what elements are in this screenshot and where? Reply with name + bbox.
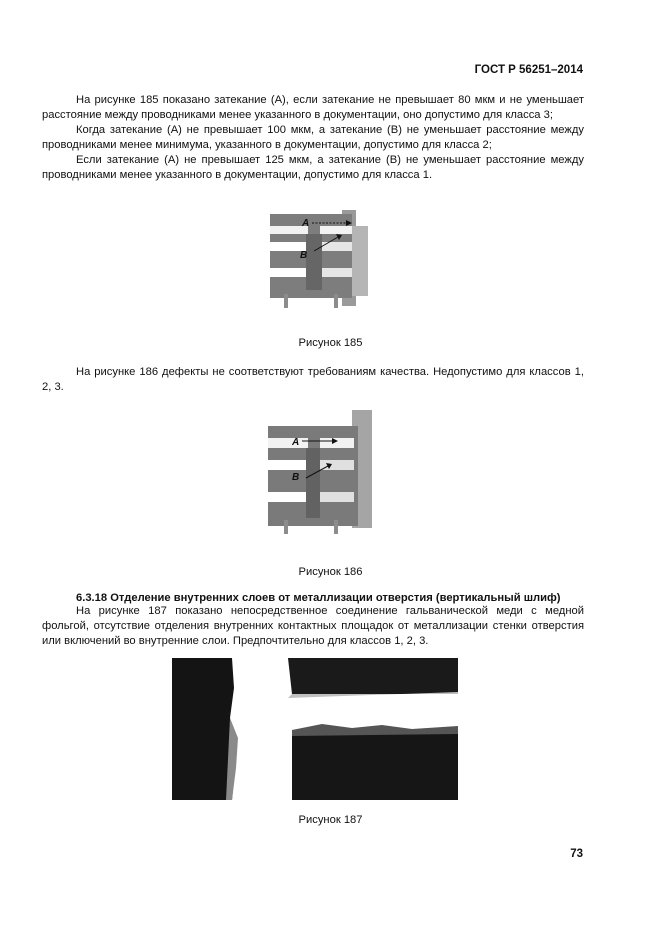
figure-186-label-b: B [292,472,300,483]
paragraph-block-2 [42,365,584,395]
figure-186-image [262,408,388,536]
document-header: ГОСТ Р 56251–2014 [474,64,583,76]
page-number: 73 [570,848,583,860]
figure-186-label-a: A [292,437,300,448]
paragraph: Когда затекание (A) не превышает 100 мкм, а затекание (B) не уменьшает расстояние между проводниками менее минимума, указанного в документации, допустимо для класса 2; [42,124,584,151]
section-heading: 6.3.18 Отделение внутренних слоев от металлизации отверстия (вертикальный шлиф) [76,592,561,604]
figure-187-image [172,658,458,800]
paragraph: На рисунке 185 показано затекание (A), если затекание не превышает 80 мкм и не уменьшает расстояние между проводниками менее указанного в документации, оно допустимо для класса 3; [42,94,584,121]
paragraph: Если затекание (A) не превышает 125 мкм, а затекание (B) не уменьшает расстояние между проводниками менее указанного в документации, допустимо для класса 1. [42,154,584,181]
paragraph: На рисунке 187 показано непосредственное соединение гальванической меди с медной фольгой, отсутствие отделения внутренних контактных площадок от металлизации стенки отверстия или включений во внутренние слои. Предпочтительно для классов 1, 2, 3. [42,605,584,647]
figure-186-caption: Рисунок 186 [298,566,363,578]
paragraph: На рисунке 186 дефекты не соответствуют требованиям качества. Недопустимо для классов 1, 2, 3. [42,366,584,393]
figure-185-image [264,206,382,310]
figure-185-caption: Рисунок 185 [298,337,363,349]
figure-187-caption: Рисунок 187 [298,814,363,826]
paragraph-block-3 [42,604,584,649]
figure-185-label-a: A [302,218,310,229]
figure-185-label-b: B [300,250,308,261]
paragraph-block-1 [42,93,584,183]
